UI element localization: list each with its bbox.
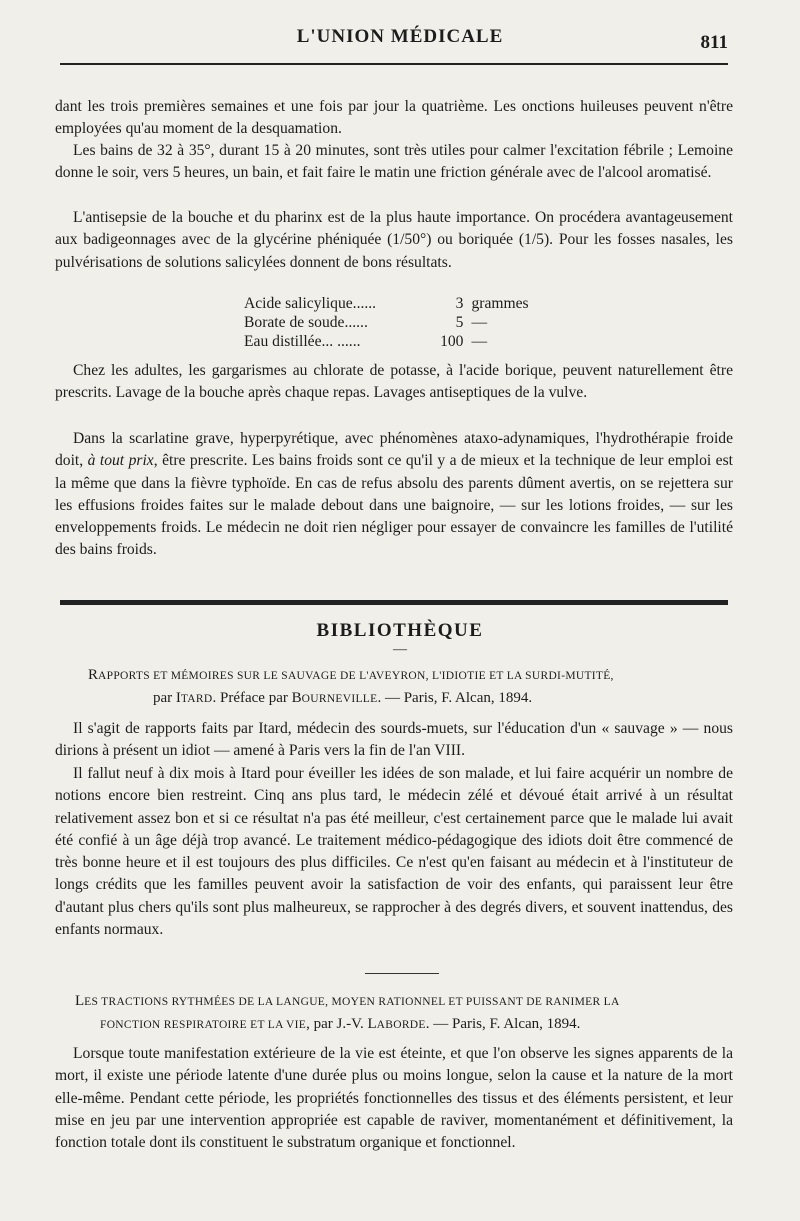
reference-1-initial: R	[88, 667, 99, 683]
paragraph-4: Chez les adultes, les gargarismes au chlorate de potasse, à l'acide borique, peuvent naturellement être prescrits. Lavage de la bouche après chaque repas. Lavages antiseptiques de la vulve.	[55, 362, 733, 402]
paragraph-2: Les bains de 32 à 35°, durant 15 à 20 minutes, sont très utiles pour calmer l'excitation fébrile ; Lemoine donne le soir, vers 5 heures, un bain, et fait faire le matin une friction générale avec de l'alcool aromatisé.	[55, 142, 733, 182]
reference-1-prefacer: OURNEVILLE	[301, 693, 378, 705]
reference-2-title-cont: FONCTION RESPIRATOIRE ET LA VIE	[100, 1019, 307, 1031]
paragraph-5-emphasis: à tout prix	[87, 452, 154, 470]
reference-2-initial: L	[75, 993, 85, 1009]
recipe-row	[244, 313, 544, 332]
recipe-row	[244, 294, 544, 313]
reference-2-title: ES TRACTIONS RYTHMÉES DE LA LANGUE, MOYEN RATIONNEL ET PUISSANT DE RANIMER LA	[84, 996, 620, 1008]
recipe-quantity: 3	[455, 295, 464, 312]
recipe-quantity: 5	[455, 314, 464, 331]
page-header	[0, 26, 800, 56]
reference-1	[88, 664, 728, 710]
reference-1-by: par	[153, 690, 176, 706]
recipe-ingredient: Acide salicylique......	[244, 295, 377, 312]
reference-1-preface: . Préface par	[212, 690, 292, 706]
recipe-quantity: 100	[440, 333, 464, 350]
reference-1-publisher: . — Paris, F. Alcan, 1894.	[377, 690, 533, 706]
reference-2	[75, 990, 730, 1036]
recipe-row	[244, 332, 544, 351]
title-dash: —	[393, 642, 407, 657]
reference-1-author-initial: I	[175, 690, 181, 706]
reference-2-publisher: . — Paris, F. Alcan, 1894.	[425, 1016, 581, 1032]
paragraph-5-text-b: , être prescrite. Les bains froids sont ce qu'il y a de mieux et la technique de leur emploi est la même que dans la fièvre typhoïde. En cas de refus absolu des parents dûment avertis, on se rejettera sur les effusions froides faites sur le malade debout dans une baignoire, — sur les lotions froides, — sur les enveloppements froids. Le médecin ne doit rien négliger pour essayer de convaincre les familles de l'utilité des bains froids.	[55, 452, 734, 559]
paragraph-7: Il fallut neuf à dix mois à Itard pour éveiller les idées de son malade, et lui faire acquérir un nombre de notions encore bien restreint. Cinq ans plus tard, le médecin zélé et dévoué était arrivé à un résultat relativement assez bon et si ce résultat n'a pas été meilleur, c'est certainement parce que le malade lui avait été confié à un âge déjà trop avancé. Le traitement médico-pédagogique des idiots doit être commencé de très bonne heure et il est toujours des plus difficiles. Ce n'est qu'en faisant au médecin et à l'instituteur de longs crédits que les familles peuvent avoir la satisfaction de voir des enfants, qui paraissent leur être d'autant plus chers qu'ils sont plus malheureux, se rapprocher à des degrés divers, et souvent inattendus, des enfants normaux.	[55, 765, 733, 939]
section-title: BIBLIOTHÈQUE	[316, 620, 484, 641]
separator-rule	[365, 973, 439, 974]
page-number: 811	[700, 32, 728, 53]
recipe-unit: —	[471, 314, 488, 331]
running-title: L'UNION MÉDICALE	[296, 26, 504, 47]
paragraph-5-text-a: Dans la scarlatine grave, hyperpyrétique, avec phénomènes ataxo-adynamiques, l'hydrothérapie froide doit,	[55, 430, 733, 470]
paragraph-5	[55, 428, 733, 562]
paragraph-8: Lorsque toute manifestation extérieure de la vie est éteinte, et que l'on observe les signes apparents de la mort, il existe une période latente d'une durée plus ou moins longue, selon la cause et la nature de la mort elle-même. Pendant cette période, les propriétés fonctionnelles des tissus et des éléments persistent, et leur mise en jeu par une intervention appropriée est capable de raviver, momentanément et définitivement, la fonction totale dont ils constituent le substratum organique et fonctionnel.	[55, 1045, 733, 1152]
reference-1-prefacer-initial: B	[291, 690, 302, 706]
recipe-unit: —	[471, 333, 488, 350]
section-rule	[60, 600, 728, 605]
reference-2-by: , par J.-V.	[306, 1016, 368, 1032]
recipe-ingredient: Borate de soude......	[244, 314, 368, 331]
recipe-unit: grammes	[471, 295, 529, 312]
reference-2-author-initial: L	[367, 1016, 377, 1032]
recipe-ingredient: Eau distillée... ......	[244, 333, 361, 350]
recipe	[244, 294, 544, 351]
reference-1-author: TARD	[180, 693, 213, 705]
paragraph-3: L'antisepsie de la bouche et du pharinx est de la plus haute importance. On procédera avantageusement aux badigeonnages avec de la glycérine phéniquée (1/50°) ou boriquée (1/5). Pour les fosses nasales, les pulvérisations de solutions salicylées donnent de bons résultats.	[55, 209, 733, 271]
header-rule	[60, 63, 728, 65]
paragraph-6: Il s'agit de rapports faits par Itard, médecin des sourds-muets, sur l'éducation d'un « sauvage » — nous dirions à présent un idiot — amené à Paris vers la fin de l'an VIII.	[55, 720, 733, 760]
reference-2-author: ABORDE	[376, 1019, 426, 1031]
reference-1-title: APPORTS ET MÉMOIRES SUR LE SAUVAGE DE L'AVEYRON, L'IDIOTIE ET LA SURDI-MUTITÉ,	[98, 670, 614, 682]
paragraph-1: dant les trois premières semaines et une fois par jour la quatrième. Les onctions huileuses peuvent n'être employées qu'au moment de la desquamation.	[55, 98, 733, 138]
